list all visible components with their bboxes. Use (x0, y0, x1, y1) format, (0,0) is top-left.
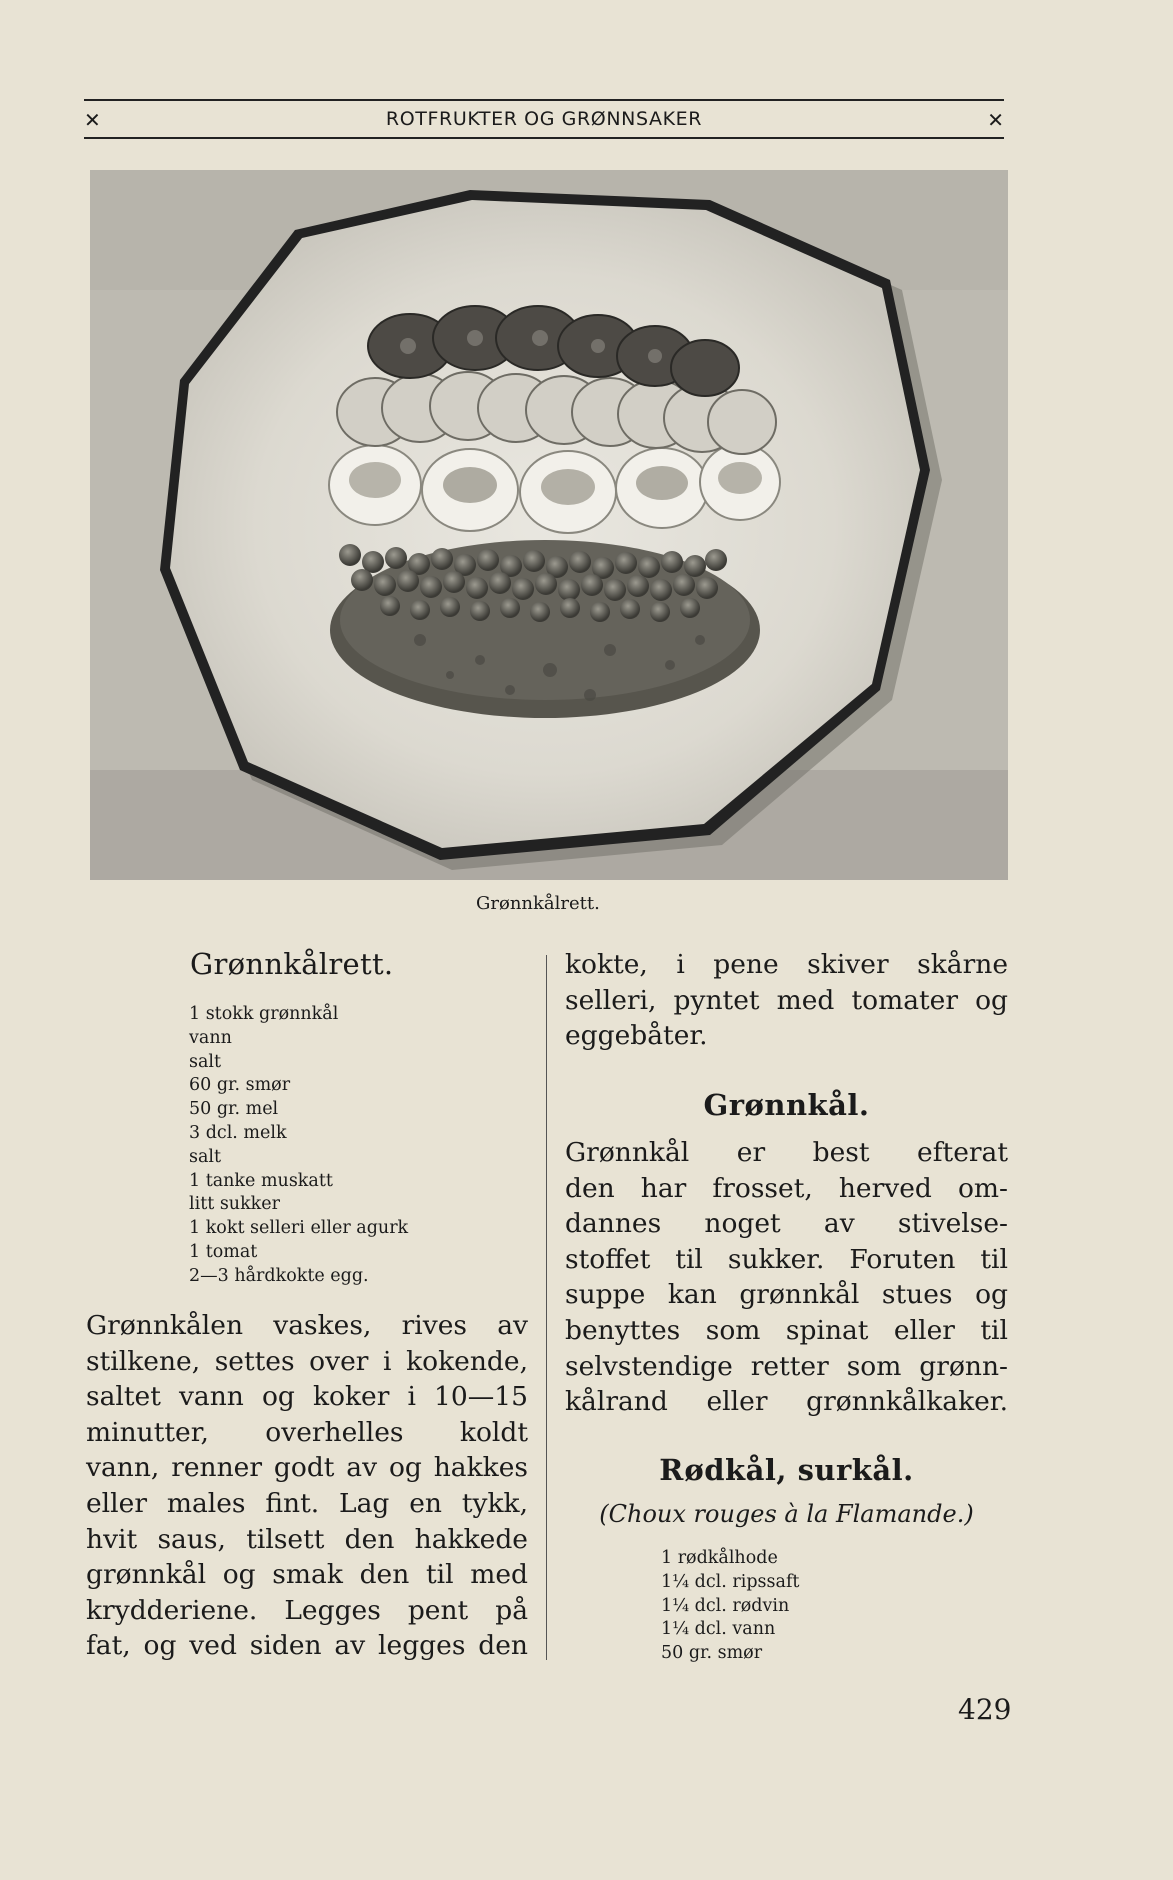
page-number: 429 (958, 1693, 1012, 1726)
ingredient-item: 2—3 hårdkokte egg. (189, 1265, 369, 1286)
ingredient-item: 1¼ dcl. rødvin (661, 1595, 790, 1616)
header-ornament-right: ✕ (987, 108, 1004, 132)
ingredient-item: 3 dcl. melk (189, 1122, 287, 1143)
text-line: hvit saus, tilsett den hakkede (86, 1523, 528, 1555)
text-line: vann, renner godt av og hakkes (86, 1452, 528, 1484)
text-line: stoffet til sukker. Foruten til (565, 1243, 1008, 1275)
ingredient-item: 1 tanke muskatt (189, 1170, 333, 1191)
photo-caption: Grønnkålrett. (476, 893, 600, 914)
dish-photograph (90, 170, 1008, 880)
paragraph-gronnkal (565, 1135, 1008, 1420)
column-divider (546, 955, 547, 1660)
header-ornament-left: ✕ (84, 108, 101, 132)
text-line: saltet vann og koker i 10—15 (86, 1381, 528, 1413)
method-paragraph-continuation (565, 947, 1008, 1054)
running-header (84, 99, 1004, 139)
section-heading-gronnkal: Grønnkål. (703, 1088, 870, 1122)
text-line: benyttes som spinat eller til (565, 1314, 1008, 1346)
text-line: den har frosset, herved om- (565, 1172, 1008, 1204)
dish-photo-illustration (90, 170, 1008, 880)
text-line: kålrand eller grønnkålkaker. (565, 1386, 1008, 1418)
ingredient-item: salt (189, 1146, 222, 1167)
ingredient-item: litt sukker (189, 1194, 281, 1215)
recipe-heading-gronnkalrett: Grønnkålrett. (190, 947, 394, 981)
ingredient-item: 1¼ dcl. vann (661, 1619, 776, 1640)
ingredient-item: 1 tomat (189, 1241, 258, 1262)
text-line: Grønnkål er best efterat (565, 1137, 1008, 1168)
text-line: dannes noget av stivelse- (565, 1208, 1008, 1240)
text-line: krydderiene. Legges pent på (86, 1594, 528, 1626)
ingredient-item: salt (189, 1051, 222, 1072)
text-line: eller males fint. Lag en tykk, (86, 1487, 528, 1519)
ingredient-item: 60 gr. smør (189, 1075, 291, 1096)
ingredient-list-gronnkalrett (189, 1003, 408, 1289)
text-line: selvstendige retter som grønn- (565, 1350, 1008, 1382)
ingredient-item: 1 kokt selleri eller agurk (189, 1218, 409, 1239)
ingredient-item: 1 stokk grønnkål (189, 1004, 339, 1024)
ingredient-item: 1¼ dcl. ripssaft (661, 1571, 800, 1592)
method-paragraph-gronnkalrett (86, 1308, 528, 1664)
ingredient-item: 50 gr. mel (189, 1099, 279, 1120)
recipe-heading-rodkal: Rødkål, surkål. (659, 1453, 914, 1487)
text-line: suppe kan grønnkål stues og (565, 1279, 1008, 1311)
text-line: stilkene, settes over i kokende, (86, 1345, 528, 1377)
ingredient-list-rodkal (661, 1547, 799, 1666)
ingredient-item: 1 rødkålhode (661, 1548, 778, 1568)
text-line: Grønnkålen vaskes, rives av (86, 1310, 528, 1341)
text-line: fat, og ved siden av legges den (86, 1630, 528, 1662)
ingredient-item: 50 gr. smør (661, 1643, 763, 1664)
text-line: kokte, i pene skiver skårne (565, 949, 1008, 980)
text-line: eggebåter. (565, 1020, 708, 1052)
text-line: minutter, overhelles koldt (86, 1416, 528, 1448)
header-title: ROTFRUKTER OG GRØNNSAKER (385, 108, 703, 130)
ingredient-item: vann (189, 1027, 232, 1048)
text-line: selleri, pyntet med tomater og (565, 984, 1008, 1016)
text-line: grønnkål og smak den til med (86, 1559, 528, 1591)
recipe-subtitle-rodkal: (Choux rouges à la Flamande.) (599, 1500, 974, 1528)
